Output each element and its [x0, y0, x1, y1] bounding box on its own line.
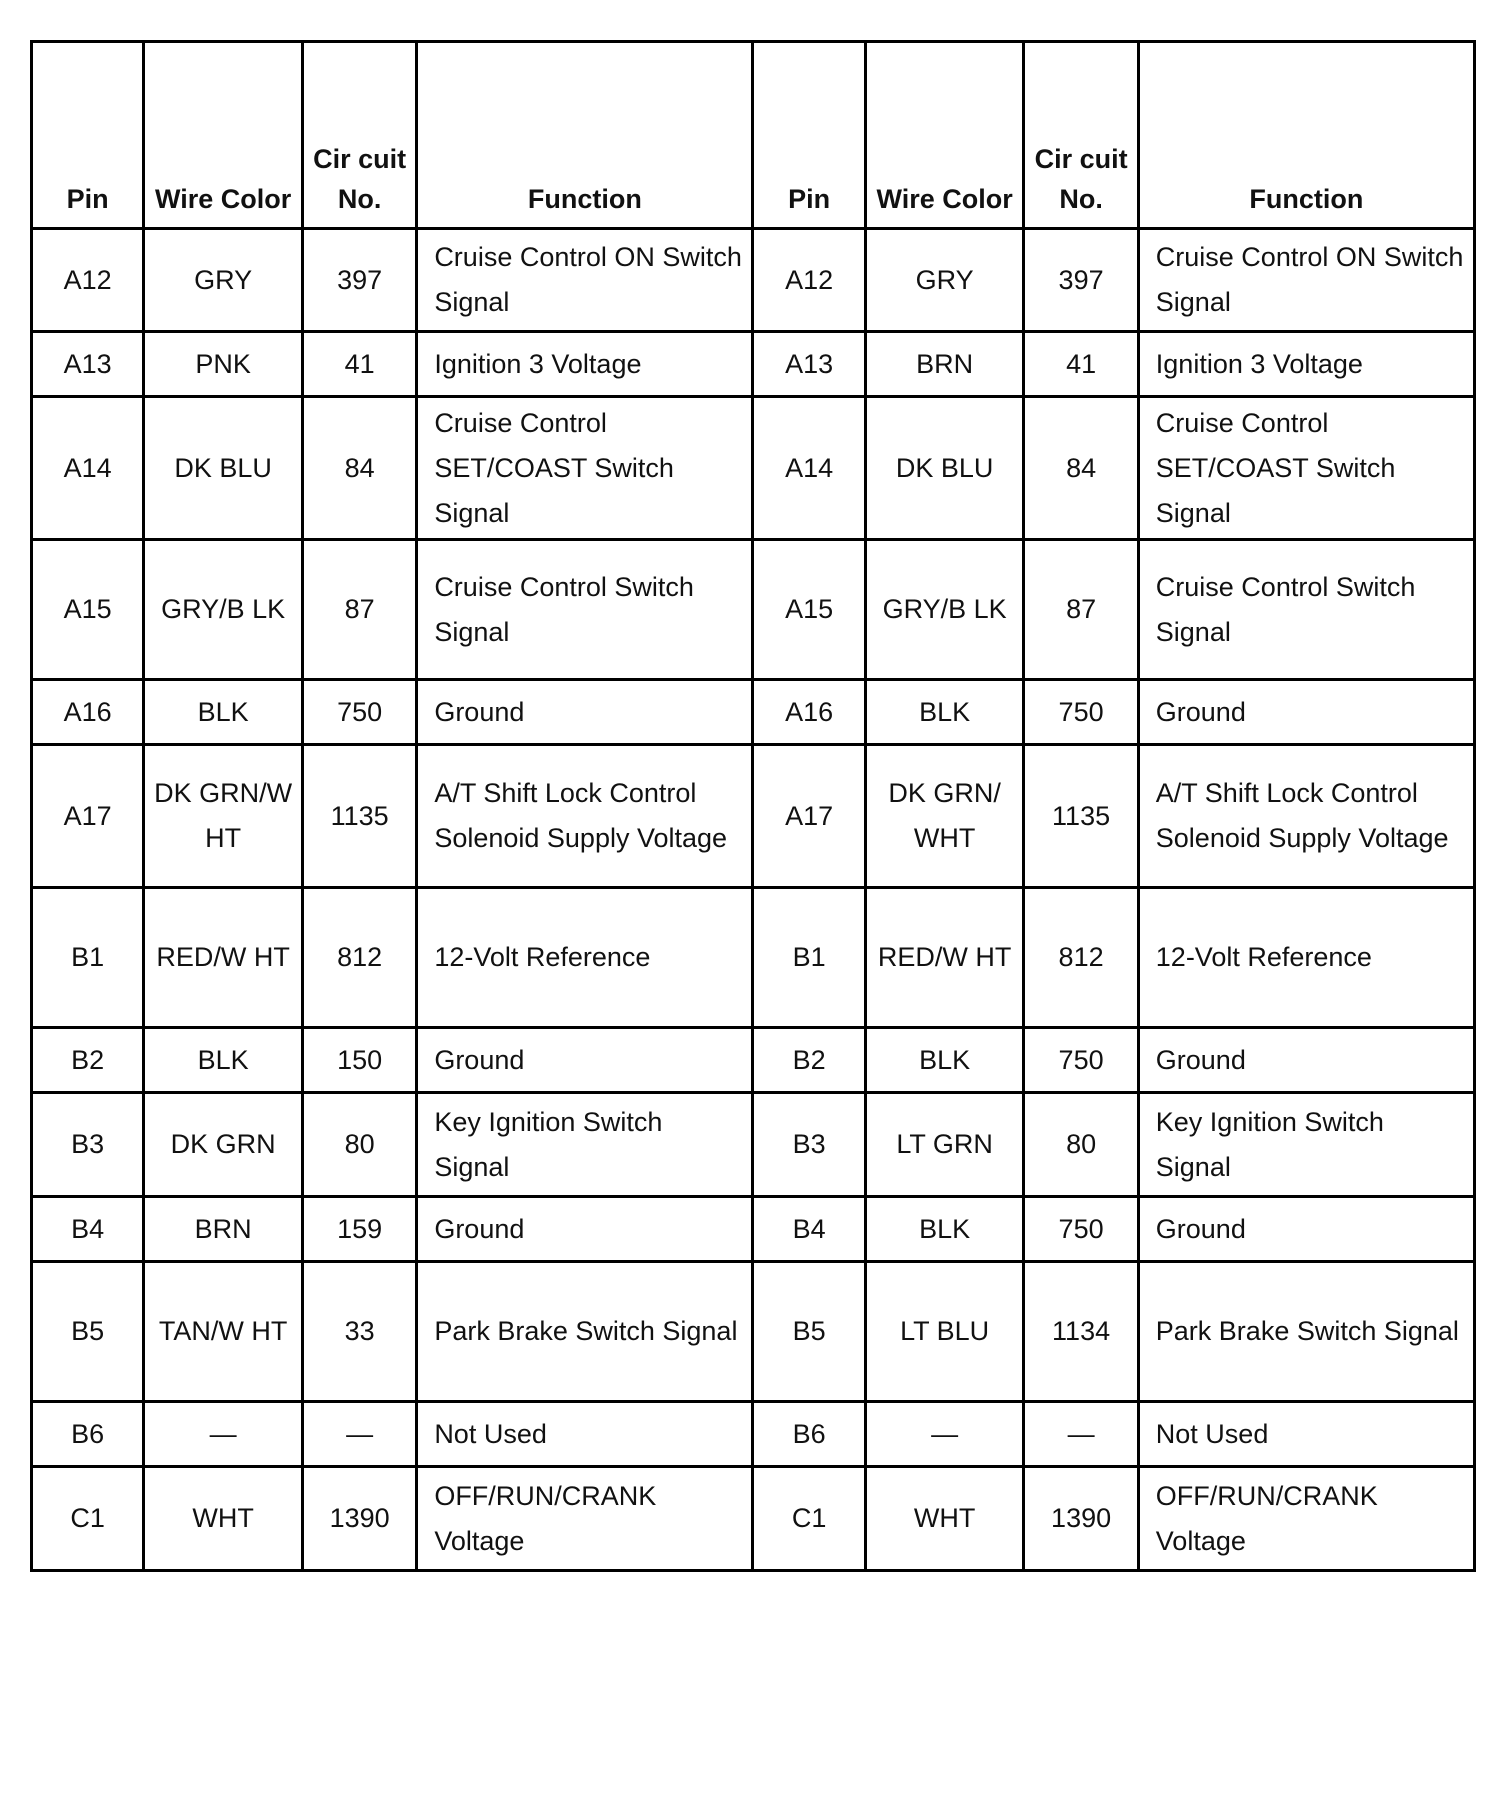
connector-pinout-table — [30, 40, 1476, 1572]
table-row — [32, 1028, 1475, 1093]
table-row — [32, 745, 1475, 888]
function-cell-left: Not Used — [417, 1402, 753, 1467]
wire-color-cell-right: BLK — [865, 680, 1024, 745]
function-cell-right: Not Used — [1138, 1402, 1474, 1467]
pin-cell-right: B1 — [753, 888, 865, 1028]
function-cell-left: Ground — [417, 680, 753, 745]
function-cell-right: Ground — [1138, 680, 1474, 745]
header-circuit-no-left: Cir cuit No. — [302, 42, 416, 229]
function-cell-left: A/T Shift Lock Control Solenoid Supply Voltage — [417, 745, 753, 888]
wire-color-cell-left: BRN — [144, 1197, 303, 1262]
function-cell-left: Cruise Control ON Switch Signal — [417, 229, 753, 332]
pin-cell-left: A17 — [32, 745, 144, 888]
function-cell-right: Ignition 3 Voltage — [1138, 332, 1474, 397]
table-row — [32, 332, 1475, 397]
function-cell-left: Ground — [417, 1028, 753, 1093]
circuit-no-cell-right: 750 — [1024, 680, 1138, 745]
circuit-no-cell-left: — — [302, 1402, 416, 1467]
function-cell-left: Cruise Control Switch Signal — [417, 540, 753, 680]
table-row — [32, 888, 1475, 1028]
wire-color-cell-right: BRN — [865, 332, 1024, 397]
table-row — [32, 1093, 1475, 1197]
pin-cell-right: A16 — [753, 680, 865, 745]
wire-color-cell-right: RED/W HT — [865, 888, 1024, 1028]
table-row — [32, 1262, 1475, 1402]
function-cell-left: 12-Volt Reference — [417, 888, 753, 1028]
circuit-no-cell-right: 80 — [1024, 1093, 1138, 1197]
wire-color-cell-right: WHT — [865, 1467, 1024, 1571]
pin-cell-left: A15 — [32, 540, 144, 680]
wire-color-cell-left: GRY — [144, 229, 303, 332]
wire-color-cell-right: LT GRN — [865, 1093, 1024, 1197]
wire-color-cell-right: BLK — [865, 1197, 1024, 1262]
function-cell-right: Ground — [1138, 1197, 1474, 1262]
header-pin-left: Pin — [32, 42, 144, 229]
pin-cell-right: B2 — [753, 1028, 865, 1093]
function-cell-right: Ground — [1138, 1028, 1474, 1093]
pin-cell-right: A13 — [753, 332, 865, 397]
pin-cell-left: B1 — [32, 888, 144, 1028]
header-circuit-no-right: Cir cuit No. — [1024, 42, 1138, 229]
function-cell-right: 12-Volt Reference — [1138, 888, 1474, 1028]
table-row — [32, 1402, 1475, 1467]
circuit-no-cell-right: 87 — [1024, 540, 1138, 680]
pin-cell-right: B5 — [753, 1262, 865, 1402]
wire-color-cell-left: GRY/B LK — [144, 540, 303, 680]
pin-cell-left: B6 — [32, 1402, 144, 1467]
header-wire-color-left: Wire Color — [144, 42, 303, 229]
pin-cell-left: C1 — [32, 1467, 144, 1571]
wire-color-cell-right: BLK — [865, 1028, 1024, 1093]
circuit-no-cell-left: 84 — [302, 397, 416, 540]
function-cell-right: Park Brake Switch Signal — [1138, 1262, 1474, 1402]
wire-color-cell-left: BLK — [144, 1028, 303, 1093]
wire-color-cell-right: GRY — [865, 229, 1024, 332]
pin-cell-left: B5 — [32, 1262, 144, 1402]
circuit-no-cell-right: 1135 — [1024, 745, 1138, 888]
table-row — [32, 540, 1475, 680]
table-row — [32, 229, 1475, 332]
table-body — [32, 229, 1475, 1571]
pin-cell-right: A17 — [753, 745, 865, 888]
table-header — [32, 42, 1475, 229]
circuit-no-cell-left: 1390 — [302, 1467, 416, 1571]
wire-color-cell-right: DK GRN/ WHT — [865, 745, 1024, 888]
circuit-no-cell-left: 87 — [302, 540, 416, 680]
circuit-no-cell-right: 41 — [1024, 332, 1138, 397]
pin-cell-right: B4 — [753, 1197, 865, 1262]
pin-cell-right: A15 — [753, 540, 865, 680]
circuit-no-cell-right: 1134 — [1024, 1262, 1138, 1402]
wire-color-cell-right: GRY/B LK — [865, 540, 1024, 680]
wire-color-cell-left: PNK — [144, 332, 303, 397]
header-function-right: Function — [1138, 42, 1474, 229]
wire-color-cell-left: WHT — [144, 1467, 303, 1571]
circuit-no-cell-left: 41 — [302, 332, 416, 397]
circuit-no-cell-right: — — [1024, 1402, 1138, 1467]
pin-cell-left: A12 — [32, 229, 144, 332]
table-row — [32, 1467, 1475, 1571]
pin-cell-left: A14 — [32, 397, 144, 540]
pin-cell-left: A16 — [32, 680, 144, 745]
header-row — [32, 42, 1475, 229]
wire-color-cell-left: DK BLU — [144, 397, 303, 540]
wire-color-cell-right: LT BLU — [865, 1262, 1024, 1402]
wire-color-cell-left: TAN/W HT — [144, 1262, 303, 1402]
function-cell-left: OFF/RUN/CRANK Voltage — [417, 1467, 753, 1571]
wire-color-cell-left: — — [144, 1402, 303, 1467]
circuit-no-cell-left: 150 — [302, 1028, 416, 1093]
pin-cell-left: A13 — [32, 332, 144, 397]
circuit-no-cell-left: 1135 — [302, 745, 416, 888]
circuit-no-cell-right: 750 — [1024, 1028, 1138, 1093]
pin-cell-left: B3 — [32, 1093, 144, 1197]
pin-cell-right: B6 — [753, 1402, 865, 1467]
wire-color-cell-right: — — [865, 1402, 1024, 1467]
function-cell-right: OFF/RUN/CRANK Voltage — [1138, 1467, 1474, 1571]
pin-cell-right: C1 — [753, 1467, 865, 1571]
wire-color-cell-left: DK GRN — [144, 1093, 303, 1197]
table-row — [32, 680, 1475, 745]
pin-cell-right: A14 — [753, 397, 865, 540]
circuit-no-cell-right: 812 — [1024, 888, 1138, 1028]
function-cell-right: Cruise Control ON Switch Signal — [1138, 229, 1474, 332]
pin-cell-left: B4 — [32, 1197, 144, 1262]
circuit-no-cell-left: 80 — [302, 1093, 416, 1197]
pin-cell-left: B2 — [32, 1028, 144, 1093]
header-pin-right: Pin — [753, 42, 865, 229]
wire-color-cell-right: DK BLU — [865, 397, 1024, 540]
circuit-no-cell-left: 33 — [302, 1262, 416, 1402]
function-cell-right: Cruise Control Switch Signal — [1138, 540, 1474, 680]
function-cell-right: Cruise Control SET/COAST Switch Signal — [1138, 397, 1474, 540]
function-cell-left: Ignition 3 Voltage — [417, 332, 753, 397]
function-cell-left: Cruise Control SET/COAST Switch Signal — [417, 397, 753, 540]
circuit-no-cell-right: 397 — [1024, 229, 1138, 332]
wire-color-cell-left: RED/W HT — [144, 888, 303, 1028]
table-row — [32, 1197, 1475, 1262]
pin-cell-right: A12 — [753, 229, 865, 332]
wire-color-cell-left: DK GRN/W HT — [144, 745, 303, 888]
circuit-no-cell-right: 84 — [1024, 397, 1138, 540]
circuit-no-cell-right: 1390 — [1024, 1467, 1138, 1571]
function-cell-left: Park Brake Switch Signal — [417, 1262, 753, 1402]
circuit-no-cell-left: 750 — [302, 680, 416, 745]
header-wire-color-right: Wire Color — [865, 42, 1024, 229]
function-cell-right: Key Ignition Switch Signal — [1138, 1093, 1474, 1197]
wire-color-cell-left: BLK — [144, 680, 303, 745]
circuit-no-cell-right: 750 — [1024, 1197, 1138, 1262]
circuit-no-cell-left: 159 — [302, 1197, 416, 1262]
function-cell-left: Key Ignition Switch Signal — [417, 1093, 753, 1197]
circuit-no-cell-left: 397 — [302, 229, 416, 332]
circuit-no-cell-left: 812 — [302, 888, 416, 1028]
function-cell-left: Ground — [417, 1197, 753, 1262]
header-function-left: Function — [417, 42, 753, 229]
table-row — [32, 397, 1475, 540]
function-cell-right: A/T Shift Lock Control Solenoid Supply Voltage — [1138, 745, 1474, 888]
pin-cell-right: B3 — [753, 1093, 865, 1197]
